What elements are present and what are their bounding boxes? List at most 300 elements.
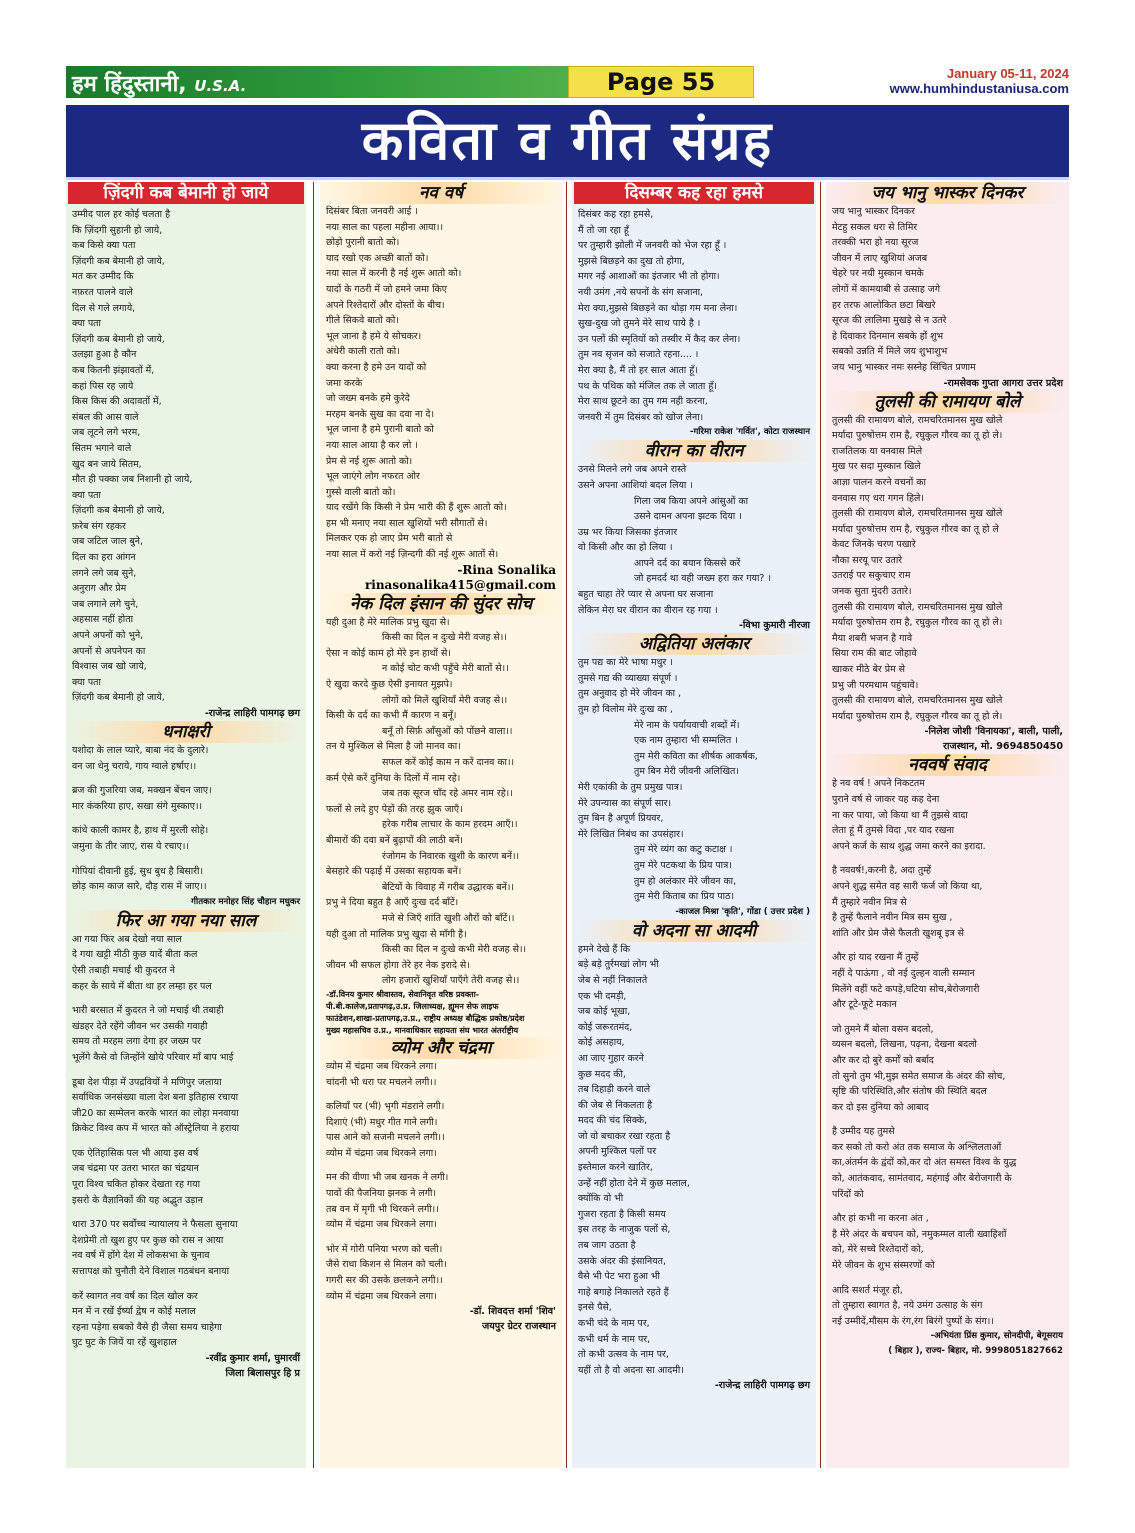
poem-line: तो कभी उत्सव के नाम पर,	[578, 1349, 669, 1361]
poem-line: गीले सिकवे बातो को।	[326, 315, 399, 327]
poem-line	[72, 994, 300, 1003]
poem-line: उन पलों की स्मृतियों को तस्वीर में कैद कर लेना।	[578, 333, 741, 345]
poem-line: प्रेम से नई शुरू आतो को।	[326, 455, 413, 467]
poem-line: कब कितनी झंझावतों में,	[72, 364, 155, 376]
poem-line	[72, 855, 300, 864]
poem-line: लेता हूं मैं तुमसे विदा ,पर याद रखना	[832, 825, 955, 837]
poem-line: मैं तो जा रहा हूँ	[578, 224, 629, 236]
poem-author: -विभा कुमारी नीरजा	[738, 620, 810, 632]
poem-line: भूल जाना है हमे पुरानी बातो को	[326, 424, 434, 436]
poem-line: उम्मीद पाल हर कोई चलता है	[72, 209, 171, 220]
poem-line: भूल जाएंगे लोग नफरत ओर	[326, 471, 420, 483]
poem-line: मेरे उपन्यास का संपूर्ण सार।	[578, 797, 672, 809]
poem-line: तो सुनो तुम भी,मुझ समेत समाज के अंदर की सोच,	[832, 1070, 1006, 1082]
poem-line: चांदनी भी धरा पर मचलने लगी।।	[326, 1076, 437, 1088]
poem-line: कि ज़िंदगी सुहानी हो जाये,	[72, 224, 163, 236]
poem-line: मत कर उम्मीद कि	[72, 271, 134, 283]
poem-line: उसने दामन अपना झटक दिया ।	[634, 511, 742, 523]
poem-line: नयी उमंग ,नये सपनों के संग सजाना,	[578, 286, 704, 298]
poem-line: उसने अपना आशियां बदल लिया ।	[578, 479, 693, 491]
poem-line: चेहरे पर नयी मुस्कान चमके	[832, 268, 924, 280]
poem-title: वीरान का वीरान	[574, 440, 814, 462]
poem-line: आज्ञा पालन करने वचनों का	[832, 476, 926, 488]
poem-line: समय तो मरहम लगा देगा हर जख्म पर	[72, 1036, 201, 1048]
poem-line: नया साल में करो नई ज़िन्दगी की नई शुरू आतों से।	[326, 549, 499, 561]
poem-line: मर्यादा पुरुषोत्तम राम है, रघुकुल गौरव का तू हो ले।	[832, 617, 1003, 629]
poem-line: व्योम में चंद्रमा जब थिरकने लगा।	[326, 1147, 437, 1159]
issue-date: January 05-11, 2024	[946, 66, 1069, 81]
poem-line: ऐसी तबाही मचाई थी कुदरत ने	[72, 964, 175, 976]
poem-line: जेब से नहीं निकालते	[578, 974, 648, 986]
poem-line: भारी बरसात में कुदरत ने जो मचाई थी तबाही	[72, 1005, 224, 1017]
poem-line: तरक्की भरा हो नया सूरज	[832, 237, 919, 249]
poem-line: उतराई पर सकुचाए राम	[832, 570, 911, 582]
poem-line: उम्र भर किया जिसका इंतजार	[578, 526, 678, 538]
poem-line: कब किसे क्या पता	[72, 240, 136, 252]
poem-line: नया साल में करनी है नई शुरू आतो को।	[326, 268, 462, 280]
poem-line: लोग हजारों खुशियाँ पाएँगे तेरी वजह से।।	[382, 975, 520, 987]
poem-line: जो जख्म बनके हमे कुरेदे	[326, 393, 410, 405]
poem-body	[826, 204, 1069, 376]
poem-line: गोपियां दीवानी हुई, सुध बुध है बिसारी।	[72, 865, 204, 877]
poem-line: दे गया खट्टी मीठी कुछ यादें बीता कल	[72, 949, 198, 961]
poem-line: व्योम में चंद्रमा जब थिरकने लगा।	[326, 1219, 437, 1231]
poem-line: है मेरे अंदर के बचपन को, नमुकम्मल वाली ख्वाहिशों	[832, 1228, 1007, 1240]
poem-line	[832, 1274, 1063, 1283]
poem-line: जब जटिल जाल बुने,	[72, 536, 143, 548]
poem-body	[572, 942, 816, 1379]
poem-line: खाकर मीठे बेर प्रेम से	[832, 664, 905, 676]
poem-line: देशप्रेमी तो खुश हुए पर कुछ को रास न आया	[72, 1234, 224, 1246]
poem-line: है उम्मीद यह तुमसे	[832, 1126, 895, 1138]
poem-line: फलों से लदे हुए पेड़ों की तरह झुक जाएँ।	[326, 803, 463, 815]
poem-line	[72, 1137, 300, 1146]
poem-line	[832, 854, 1063, 863]
poem-line: पूरा विश्व चकित होकर देखता रह गया	[72, 1179, 201, 1191]
poem-line	[72, 1280, 300, 1289]
poem-line: कोई असहाय,	[578, 1037, 625, 1049]
poem-line: तब जाग उठता है	[578, 1240, 636, 1252]
poem-line: यही दुआ तो मालिक प्रभु खुदा से माँगी है।	[326, 928, 467, 940]
poem-author: -राजेन्द्र लाहिरी पामगढ़ छग	[714, 1380, 810, 1392]
poem-title: व्योम और चंद्रमा	[322, 1037, 560, 1059]
poem-line: जीवन भी सफल होगा तेरे हर नेक इरादे से।	[326, 959, 470, 971]
poem-line: करें स्वागत नव वर्ष का दिल खोल कर	[72, 1290, 198, 1302]
poem-line: मेरा क्या,मुझसे बिछड़ने का थोड़ा गम मना लेना।	[578, 302, 738, 314]
poem-line	[832, 1115, 1063, 1124]
poem-line: कभी धर्म के नाम पर,	[578, 1333, 651, 1345]
poem-line: पी.बी.कालेज,प्रतापगढ़,उ.प्र. जिलाध्यक्ष, ह्यूमन सेफ लाइफ	[326, 1001, 499, 1011]
poem-line: कलियाँ पर (भी) भृगी मंडराने लगी।	[326, 1101, 445, 1113]
poem-line: तुम अनुवाद हो मेरे जीवन का ,	[578, 688, 682, 700]
poem-line: तुमसे गद्य की व्याख्या संपूर्ण ।	[578, 672, 678, 684]
poem-title: वो अदना सा आदमी	[574, 920, 814, 942]
poem-line: छोड़ो पुरानी बातो को।	[326, 237, 400, 249]
section-banner	[66, 105, 1069, 180]
masthead-strip	[66, 66, 568, 98]
poem-line: ना कर पाया, जो किया था मैं तुझसे वादा	[832, 809, 968, 821]
poem-line: मिलकर एक हो जाए प्रेम भरी बातो से	[326, 533, 453, 545]
poem-line: एक नाम तुम्हारा भी सम्मलित ।	[634, 735, 738, 747]
column-divider	[566, 182, 567, 1468]
poem-line: जैसे राधा किशन से मिलन को चली।	[326, 1259, 447, 1271]
poem-title: फिर आ गया नया साल	[68, 910, 304, 932]
page-number: Page 55	[568, 66, 754, 98]
poem-line: बड़े बड़े तुर्रमखां लोग भी	[578, 959, 659, 971]
poem-line: डूबा देश पीड़ा में उपद्रवियों ने मणिपुर जलाया	[72, 1076, 222, 1088]
poem-line: फाउंडेशन,शाखा-प्रतापगढ़,उ.प्र., राष्ट्रीय अध्यक्ष बौद्धिक प्रकोष्ठ/प्रदेश	[326, 1013, 525, 1023]
poem-author: -रवींद्र कुमार शर्मा, घुमारवीं	[205, 1353, 300, 1364]
poem-body	[320, 615, 562, 989]
poem-line: घुट घुट के जियें या रहें खुशहाल	[72, 1337, 177, 1349]
author-email: rinasonalika415@gmail.com	[364, 577, 556, 592]
poem-title: नव वर्ष	[322, 182, 560, 204]
poem-line: इस्तेमाल करने खातिर,	[578, 1162, 653, 1174]
poem-body	[66, 204, 306, 706]
poem-body	[320, 1059, 562, 1304]
poem-line: मुख पर सदा मुस्कान खिले	[832, 461, 921, 473]
poem-author: -Rina Sonalika	[457, 562, 556, 577]
poem-body	[66, 743, 306, 895]
poem-line: केवट जिनके चरण पखारे	[832, 539, 916, 551]
website-url: www.humhindustaniusa.com	[889, 81, 1069, 96]
poem-line: संबल की आस वाले	[72, 411, 139, 423]
poem-line: आपने दर्द का बयान किससे करें	[634, 557, 741, 569]
poem-line: नहीं दे पाऊंगा , वो नई दुल्हन वाली सम्मान	[832, 967, 975, 979]
poem-title: धनाक्षरी	[68, 721, 304, 743]
poem-line: क्या करना है हमे उन यादों को	[326, 361, 427, 373]
poem-line	[72, 774, 300, 783]
poem-line: मेरे जीवन के शुभ संस्मरणों को	[832, 1260, 935, 1272]
poem-line: व्योम में चंद्रमा जब थिरकने लगा।	[326, 1290, 437, 1302]
poem-line: नौका सरयू पार उतारे	[832, 554, 903, 566]
poem-line: व्यसन बदलो, लिखना, पढ़ना, देखना बदलो	[832, 1039, 977, 1051]
poem-line: किसी के दर्द का कभी मैं कारण न बनूँ।	[326, 710, 457, 722]
poem-line: किसी का दिल न दुःखे कभी मेरी वजह से।।	[382, 944, 527, 956]
poem-line: हम भी मनाए नया साल खुशियों भरी सौगातों से।	[326, 517, 488, 529]
poem-line: तुम पद्य का मेरे भाषा मधुर ।	[578, 657, 673, 669]
poem-line: आ गया फिर अब देखो नया साल	[72, 933, 182, 945]
poem-line: किसी का दिल न दुःखे मेरी वजह से।।	[382, 632, 507, 644]
poem-line: जीवन में लाए खुशियां अजब	[832, 252, 928, 264]
poem-line: भूलेंगे कैसे वो जिन्होंने खोये परिवार माँ बाप भाई	[72, 1051, 234, 1063]
poem-line: मर्यादा पुरुषोत्तम राम है, रघुकुल गौरव का तू हो ले।	[832, 430, 1003, 442]
poem-line: बेटियों के विवाह में गरीब उद्धारक बनें।।	[382, 881, 514, 893]
poem-line: कर सको तो करो अंत तक समाज के अश्लिलताओं	[832, 1141, 1002, 1153]
poem-line: और हां कभी ना करना अंत ,	[832, 1213, 929, 1225]
column-divider	[820, 182, 821, 1468]
poem-line: भूल जाना है हमे ये सोचकर।	[326, 330, 422, 342]
poem-line	[72, 814, 300, 823]
poem-body	[826, 776, 1069, 1329]
poem-line: और हां याद रखना मैं तुम्हें	[832, 952, 919, 964]
poem-line: नफ़रत पालने वाले	[72, 286, 133, 298]
poem-line: उनसे मिलने लगे जब अपने रास्ते	[578, 464, 687, 476]
poem-line: क्या पता	[72, 318, 101, 330]
poem-line: गाहे बगाहे निकालते रहते हैं	[578, 1286, 669, 1298]
poem-line	[832, 1202, 1063, 1211]
poem-line: क्या पता	[72, 676, 101, 688]
poem-line: की जेब से निकलता है	[578, 1099, 653, 1111]
poem-line: कोई जरूरतमंद,	[578, 1021, 633, 1033]
poem-line: मन की वीणा भी जब खनक ने लगी।	[326, 1172, 449, 1184]
poem-line: मुख्य महासचिव उ.प्र., मानवाधिकार सहायता संघ भारत अंतर्राष्ट्रीय	[326, 1025, 519, 1035]
poem-author: -निलेश जोशी 'विनायका', बाली, पाली,	[924, 726, 1063, 738]
poem-line: हमने देखे हैं कि	[578, 943, 630, 955]
poem-line: गुस्से वाली बातो को।	[326, 486, 396, 498]
poem-line: अहसास नहीं होता	[72, 614, 133, 626]
column-divider	[313, 182, 314, 1468]
author-details	[326, 1001, 556, 1037]
poem-line: राजतिलक या वनवास मिले	[832, 445, 923, 457]
poem-line	[72, 1066, 300, 1075]
poem-body	[826, 413, 1069, 725]
poem-line: मजे से जिएँ शांति खुशी औरों को बाँटें।।	[382, 912, 515, 924]
poem-author: -रामसेवक गुप्ता आगरा उत्तर प्रदेश	[943, 377, 1063, 389]
poem-line: गुजरा रहता है किसी समय	[578, 1208, 666, 1220]
poem-line: जो तुमने मैं बोला वसन बदलो,	[832, 1023, 934, 1035]
poem-line: सफल करें कोई काम न करें दानव का।।	[382, 757, 515, 768]
poem-line	[832, 1013, 1063, 1022]
poem-line: मेरे लिखित निबंध का उपसंहार।	[578, 828, 684, 840]
column-2	[320, 182, 562, 1468]
poem-line: मेरा साथ छूटने का तुम गम नही करना,	[578, 396, 708, 408]
poem-author: -काजल मिश्रा 'कृति', गोंडा ( उत्तर प्रदेश )	[675, 906, 810, 917]
poem-line: हर तरफ आलोकित छटा बिखरे	[832, 299, 936, 311]
newspaper-suffix: U.S.A.	[194, 77, 247, 95]
poem-line: बीमारों की दवा बनें बुढ़ापों की लाठी बनें।	[326, 834, 463, 846]
poem-line: उसके अंदर की इंसानियत,	[578, 1255, 666, 1267]
poem-line: प्रभु ने दिया बहुत है आएँ दुःख दर्द बाँटें।	[326, 897, 459, 909]
newspaper-name: हम हिंदुस्तानी, U.S.A.	[72, 72, 247, 97]
poem-line: कभी चंदे के नाम पर,	[578, 1318, 650, 1329]
poem-line: मर्यादा पुरुषोत्तम राम है, रघुकुल गौरव का तू हो ले।	[832, 710, 1003, 722]
poem-body	[572, 655, 816, 905]
poem-line: मेटहु सकल धरा से तिमिर	[832, 221, 918, 233]
poem-line: सितम भगाने वाले	[72, 442, 132, 454]
poem-line: मन में न रखें ईर्ष्या द्वेष न कोई मलाल	[72, 1306, 196, 1318]
poem-line: विश्वास जब खो जाये,	[72, 661, 147, 673]
poem-line: प्रभु जी परमधाम पहुंचावे।	[832, 679, 919, 691]
poem-line: नया साल का पहला महीना आया।।	[326, 221, 444, 233]
poem-line: तुम मेरे व्यंग का कटु कटाक्ष ।	[634, 844, 733, 856]
poem-line: पर तुम्हारी झोली में जनवरी को भेज रहा हूँ ।	[578, 240, 727, 252]
poem-line: आदि सशर्त मंजूर हो,	[832, 1284, 903, 1296]
poem-line: नव वर्ष में होंगे देश में लोकसभा के चुनाव	[72, 1250, 210, 1262]
poem-line: मरहम बनके सुख का दवा ना दे।	[326, 408, 435, 420]
poem-line: अपने रिश्तेदारों और दोस्तों के बीच।	[326, 299, 445, 311]
poem-title: जय भानु भास्कर दिनकर	[828, 182, 1067, 204]
poem-title: तुलसी की रामायण बोले	[828, 391, 1067, 413]
poem-line: ऐसा न कोई काम हो मेरे इन हाथों से।	[326, 647, 451, 659]
poem-line: कर्म ऐसे करें दुनिया के दिलों में नाम रहे।	[326, 772, 461, 784]
poem-line: बनूँ तो सिर्फ़ आँसुओं को पोंछने वाला।।	[382, 725, 513, 737]
poem-line: जो वो बचाकर रखा रहता है	[578, 1130, 671, 1142]
poem-line: तुम मेरे पटकथा के प्रिय पात्र।	[634, 859, 732, 871]
poem-line: तब दिहाड़ी करने वाले	[578, 1084, 651, 1096]
column-3	[572, 182, 816, 1468]
poem-line: है नववर्ष!,करनी है, अदा तुम्हें	[832, 865, 932, 877]
poem-line: याद रखेंगे कि किसी ने प्रेम भारी की हैं शुरू आतो को।	[326, 502, 507, 514]
poem-body	[572, 204, 816, 425]
poem-line	[326, 1161, 556, 1170]
poem-line: जब चंद्रमा पर उतरा भारत का चंद्रयान	[72, 1163, 199, 1175]
poem-line: सूरज की लालिमा मुखड़े से न उतरे	[832, 315, 947, 327]
poem-line: ऐ खुदा करदे कुछ ऐसी इनायत मुझपे।	[326, 679, 453, 691]
poem-line	[72, 1208, 300, 1217]
poem-line: तब वन में मृगी भी थिरकने लगी।।	[326, 1203, 439, 1215]
poem-line: इनसे पैसे,	[578, 1302, 612, 1314]
poem-line: दिशाएं (भी) मधुर गीत गाने लगी।	[326, 1116, 438, 1128]
poem-line: कर दो इस दुनिया को आबाद	[832, 1101, 929, 1113]
poem-line: जब लगाने लगे चुने,	[72, 598, 139, 610]
poem-line: न कोई चोट कभी पहुँचे मेरी बातों से।।	[382, 663, 509, 675]
poem-line: वो किसी और का हो लिया ।	[578, 542, 673, 554]
poem-line: मर्यादा पुरुषोत्तम राम है, रघुकुल गौरव का तू हो ले	[832, 523, 999, 535]
poem-line: तुलसी की रामायण बोले, रामचरितमानस मुख खोले	[832, 601, 1003, 613]
column-1	[66, 182, 306, 1468]
poem-line: ब्रज की गुजरिया जब, मक्खन बेंचन जाए।	[72, 785, 212, 797]
poem-line: जब कोई भूखा,	[578, 1006, 631, 1018]
poem-line: तुम नव सृजन को सजाते रहना.... ।	[578, 349, 699, 361]
poem-author-location: राजस्थान, मो. 9694850450	[943, 741, 1063, 753]
poem-line: तुलसी की रामायण बोले, रामचरितमानस मुख खोले	[832, 414, 1003, 426]
poem-line: धारा 370 पर सर्वोच्च न्यायालय ने फैसला सुनाया	[72, 1219, 238, 1231]
poem-line: मैया शबरी भजन है गावे	[832, 632, 913, 644]
poem-line: यहीं तो है वो अदना सा आदमी।	[578, 1364, 684, 1376]
poem-line: जब लूटने लगे भरम,	[72, 427, 141, 439]
page-header	[66, 66, 1069, 100]
poem-line: रहना पड़ेगा सबको वैसे ही जैसा समय चाहेगा	[72, 1321, 222, 1333]
poem-line: मैं तुम्हारे नवीन मित्र से	[832, 896, 907, 908]
poem-line: और कर दो बुरे कर्मों को बर्बाद	[832, 1054, 934, 1066]
poem-line: मेरे नाम के पर्यायवाची शब्दों में।	[634, 719, 740, 731]
poem-title: ज़िंदगी कब बेमानी हो जाये	[68, 182, 304, 204]
poem-line: छोड़ काम काज सारे, दौड़ रास में जाए।।	[72, 881, 207, 893]
poem-line: सत्तापक्ष को चुनौती देने विशाल गठबंधन बनाया	[72, 1266, 230, 1278]
poem-line: खंडहर देते रहेंगे जीवन भर उसकी गवाही	[72, 1020, 208, 1032]
poem-line: ज़िंदगी कब बेमानी हो जाये,	[72, 255, 165, 267]
poem-line: दिल से गले लगाये,	[72, 302, 136, 314]
poem-line: अपनी मुश्किल पलों पर	[578, 1146, 657, 1158]
poem-line: क्योंकि वो भी	[578, 1193, 624, 1205]
poem-line: हरेक गरीब लाचार के काम हरदम आएँ।।	[382, 819, 518, 831]
poem-line: तुम हो अलंकार मेरे जीवन का,	[634, 875, 737, 887]
poem-title: दिसम्बर कह रहा हमसे	[574, 182, 814, 204]
poem-line: वन जा धेनु चराये, गाय ग्वाले हर्षाए।।	[72, 760, 197, 772]
poem-line: जमुना के तीर जाए, रास ये रचाए।।	[72, 840, 189, 852]
poem-line: क्या पता	[72, 489, 101, 501]
poem-line: सर्वाधिक जनसंख्या वाला देश बना इतिहास रचाया	[72, 1092, 239, 1104]
poem-line: फ़रेब संग रहकर	[72, 520, 126, 532]
poem-line: तुलसी की रामायण बोले, रामचरितमानस मुख खोले	[832, 508, 1003, 520]
poem-line: दिल का हरा आंगन	[72, 552, 136, 564]
poem-title: नेक दिल इंसान की सुंदर सोच	[322, 593, 560, 615]
poem-line: एक ऐतिहासिक पल भी आया इस वर्ष	[72, 1147, 199, 1159]
poem-line: कुछ मदद की,	[578, 1068, 626, 1080]
poem-line: नया साल आया है कर लो ।	[326, 439, 418, 451]
poem-line: पावों की पैजनिया झनक ने लगी।	[326, 1188, 437, 1200]
poem-line: व्योम में चंद्रमा जब थिरकने लगा।	[326, 1060, 437, 1072]
poem-author: -डॉ. शिवदत्त शर्मा 'शिव'	[469, 1306, 556, 1318]
poem-line: वैसे भी पेट भरा हुआ भी	[578, 1271, 660, 1283]
poem-line: यादों के गठरी में जो हमने जमा किए	[326, 283, 447, 295]
poem-line: तो तुम्हारा स्वागत है, नये उमंग उत्साह के संग	[832, 1300, 983, 1312]
poem-line: जय भानु भास्कर दिनकर	[832, 206, 915, 217]
poem-body	[320, 204, 562, 563]
poem-line: पथ के पथिक को मंजिल तक ले जाता हूँ।	[578, 380, 717, 392]
poem-line: इसरो के वैज्ञानिकों की यह अद्भुत उड़ान	[72, 1194, 203, 1206]
poem-line: जनवरी में तुम दिसंबर को खोज लेना।	[578, 411, 704, 423]
poem-line: कांधे काली कामर है, हाथ में मुरली सोहे।	[72, 825, 209, 837]
poem-line: पुराने वर्ष से जाकर यह कह देना	[832, 794, 940, 805]
poem-line: मेरी एकांकी के तुम प्रमुख पात्र।	[578, 782, 683, 793]
poem-line: लेकिन मेरा घर वीरान का वीरान रह गया ।	[578, 604, 718, 616]
poem-line: अंधेरी काली रातो को।	[326, 346, 400, 358]
poem-line: जय भानु भास्कर नमः सस्नेह सिंचित प्रणाम	[832, 361, 976, 373]
poem-line: कहर के साये में बीता था हर लम्हा हर पल	[72, 980, 212, 992]
poem-line: मदद की चंद सिक्के,	[578, 1115, 648, 1127]
poem-line: गिला जब किया अपने आंसुओं का	[634, 495, 749, 507]
poem-line: यशोदा के लाल प्यारे, बाबा नंद के दुलारे।	[72, 745, 209, 756]
poem-line: बहुत चाहा तेरे प्यार से अपना घर सजाना	[578, 589, 714, 601]
poem-line: ज़िंदगी कब बेमानी हो जाये,	[72, 333, 165, 345]
poem-line: जनक सुता मुंदरी उतारे।	[832, 586, 912, 598]
poem-line: अपनों से अपनेपन का	[72, 645, 146, 657]
poem-line: गगरी सर की उसके छलकने लगी।।	[326, 1275, 443, 1287]
poem-line: लोगों में कामयाबी से उत्साह जगे	[832, 283, 941, 295]
poem-line: मौत ही पक्का जब निशानी हो जाये,	[72, 474, 193, 486]
poem-line: लोगों को मिलें खुशियाँ मेरी वजह से।।	[382, 694, 508, 706]
poem-line: हे नव वर्ष ! अपने निकटतम	[832, 778, 925, 790]
poem-author-location: ( बिहार ), राज्य- बिहार, मो. 9998051827662	[888, 1346, 1063, 1357]
poem-line: किस किस की अदावतों में,	[72, 396, 162, 408]
poem-line: अनुराग और प्रेम	[72, 583, 127, 595]
poem-line: खुद बन जाये सितम,	[72, 458, 142, 470]
poem-line: क्रिकेट विश्व कप में भारत को ऑस्ट्रेलिया ने हराया	[72, 1123, 240, 1135]
poem-line: बेसहारे की पढ़ाई में उसका सहायक बनें।	[326, 866, 462, 878]
poem-author: -राजेन्द्र लाहिरी पामगढ़ छग	[204, 708, 300, 719]
poem-line: तुम मेरी कविता का शीर्षक आकर्षक,	[634, 750, 758, 762]
poem-line	[832, 941, 1063, 950]
poem-line: तुम मेरी किताब का प्रिय पाठ।	[634, 891, 735, 903]
poem-line: जी20 का सम्मेलन करके भारत का लोहा मनवाया	[72, 1107, 239, 1119]
poem-line: हे दिवाकर दिनमान सबके हों शुभ	[832, 330, 944, 342]
poem-line: कहां पिस रह जाये	[72, 380, 134, 392]
poem-line: अपने अपनों को भुने,	[72, 630, 144, 642]
poem-line: तुम बिन है अपूर्ण प्रियवर,	[578, 813, 664, 825]
poem-line: और टूटे-फूटे मकान	[832, 999, 897, 1011]
poem-line: लगने लगे जब सुने,	[72, 567, 137, 579]
poem-line: नई उम्मीदें,मौसम के रंग,रंग बिरंगे पुष्पों के संग।।	[832, 1315, 994, 1327]
poem-title: नववर्ष संवाद	[828, 754, 1067, 776]
poem-line: रंजोगम के निवारक खुशी के कारण बनें।।	[382, 850, 520, 862]
poem-body	[572, 462, 816, 618]
poem-line: दिसंबर बिता जनवरी आई ।	[326, 206, 418, 217]
poem-line: ज़िंदगी कब बेमानी हो जाये,	[72, 692, 165, 704]
column-4	[826, 182, 1069, 1468]
section-title: कविता व गीत संग्रह	[361, 109, 774, 172]
poem-line: उलझा हुआ है कौन	[72, 349, 137, 361]
poem-line: परिंदों को	[832, 1188, 864, 1200]
poem-line: को, आतंकवाद, सामंतवाद, महंगाई और बेरोजगारी के	[832, 1173, 1012, 1185]
poem-line: जब तक सूरज चाँद रहे अमर नाम रहे।।	[382, 788, 513, 800]
poem-line: है तुम्हें फैलाने नवीन मित्र सम सुख ,	[832, 912, 953, 924]
poem-line: शांति और प्रेम जैसे फैलती खुशबू इत्र से	[832, 927, 964, 939]
poem-author: -डॉ.विनय कुमार श्रीवास्तव, सेवानिवृत वरिष्ठ प्रवक्ता- पी.बी.कालेज,प्रतापगढ़,उ.प्र. जिलाध्यक्ष, ह्यूमन सेफ लाइफ फाउंडेशन,शाखा-प्रतापगढ़,उ.प्र., राष्ट्रीय अध्यक्ष बौद्धिक प्रकोष्ठ/प्रदेश मुख्य महासचिव उ.प्र., मानवाधिकार सहायता संघ भारत अंतर्राष्ट्रीय	[320, 989, 562, 1037]
poem-line: एक भी दमड़ी,	[578, 990, 627, 1002]
poem-line: अपने शुद्ध समेत वह सारी फर्ज जो किया था,	[832, 880, 983, 892]
